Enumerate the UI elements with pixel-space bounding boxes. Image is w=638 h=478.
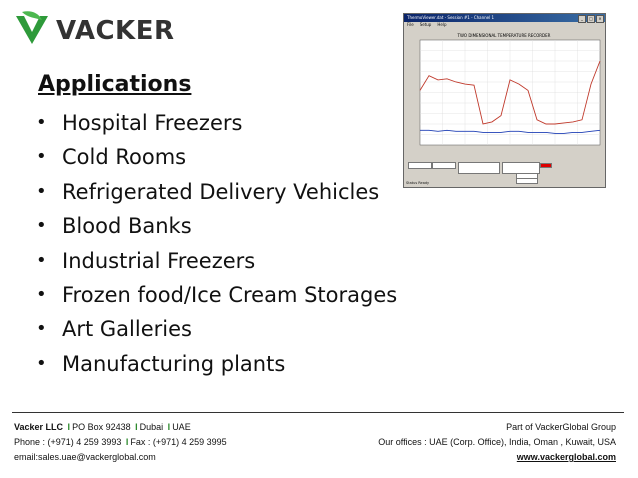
company-logo [12,6,175,50]
window-titlebar [404,14,605,22]
list-item [36,278,397,312]
group-affiliation: Part of VackerGlobal Group [506,422,616,432]
window-title: ThermoViewer.dat - Session #1 - Channel 1 [407,15,495,20]
close-icon: × [596,15,604,23]
footer-phone-fax [14,437,227,447]
list-item-label: Industrial Freezers [62,248,256,273]
email-address[interactable]: email:sales.uae@vackerglobal.com [14,452,156,462]
end-date-field [432,162,456,169]
separator: I [167,422,171,432]
list-item-label: Refrigerated Delivery Vehicles [62,179,380,204]
list-item [36,347,397,381]
po-box: PO Box 92438 [72,422,131,432]
list-item-label: Manufacturing plants [62,351,286,376]
list-item-label: Frozen food/Ice Cream Storages [62,282,398,307]
channel-field [458,162,500,174]
menu-help: Help [437,22,447,27]
separator: I [135,422,138,432]
bullet-glyph: • [36,318,47,340]
separator: I [67,422,71,432]
application-list [36,106,397,381]
vacker-leaf-logo-icon [12,8,52,48]
plot-area [406,30,603,158]
company-name: Vacker LLC [14,422,64,432]
status-bar: Status Ready [406,181,430,185]
alarm-indicator [540,163,552,168]
list-item-label: Cold Rooms [62,145,187,170]
footer-divider [12,412,624,413]
list-item-label: Hospital Freezers [62,111,243,135]
menu-file: File [407,22,414,27]
phone-number: Phone : (+971) 4 259 3993 [14,437,122,447]
footer-address [14,422,191,432]
window-controls [578,15,604,23]
list-item [36,175,397,209]
temperature-chart [406,30,603,158]
menu-setup: Setup [419,22,432,27]
slide-heading: Applications [38,72,192,97]
list-item [36,209,397,243]
maximize-icon: □ [587,15,595,23]
bullet-glyph: • [36,180,47,202]
list-item-label: Art Galleries [62,317,192,342]
logo-text: VACKER [56,16,175,46]
bullet-glyph: • [36,249,47,271]
list-item [36,244,397,278]
country: UAE [172,422,191,432]
list-item [36,312,397,346]
bullet-glyph: • [36,283,47,305]
fax-number: Fax : (+971) 4 259 3995 [130,437,227,447]
bullet-glyph: • [36,112,47,133]
minimize-icon: _ [578,15,586,23]
bullet-glyph: • [36,352,47,374]
separator: I [125,437,129,447]
start-date-field [408,162,432,169]
chart-title: TWO DIMENSIONAL TEMPERATURE RECORDER [457,33,551,38]
list-item [36,106,397,140]
window-menubar [404,22,605,28]
city: Dubai [139,422,164,432]
office-locations: Our offices : UAE (Corp. Office), India, Oman , Kuwait, USA [378,437,616,447]
bullet-glyph: • [36,146,47,168]
bullet-glyph: • [36,215,47,237]
website-link[interactable]: www.vackerglobal.com [516,452,616,462]
temperature-recorder-screenshot [403,13,606,188]
list-item-label: Blood Banks [62,214,192,239]
list-item [36,140,397,174]
